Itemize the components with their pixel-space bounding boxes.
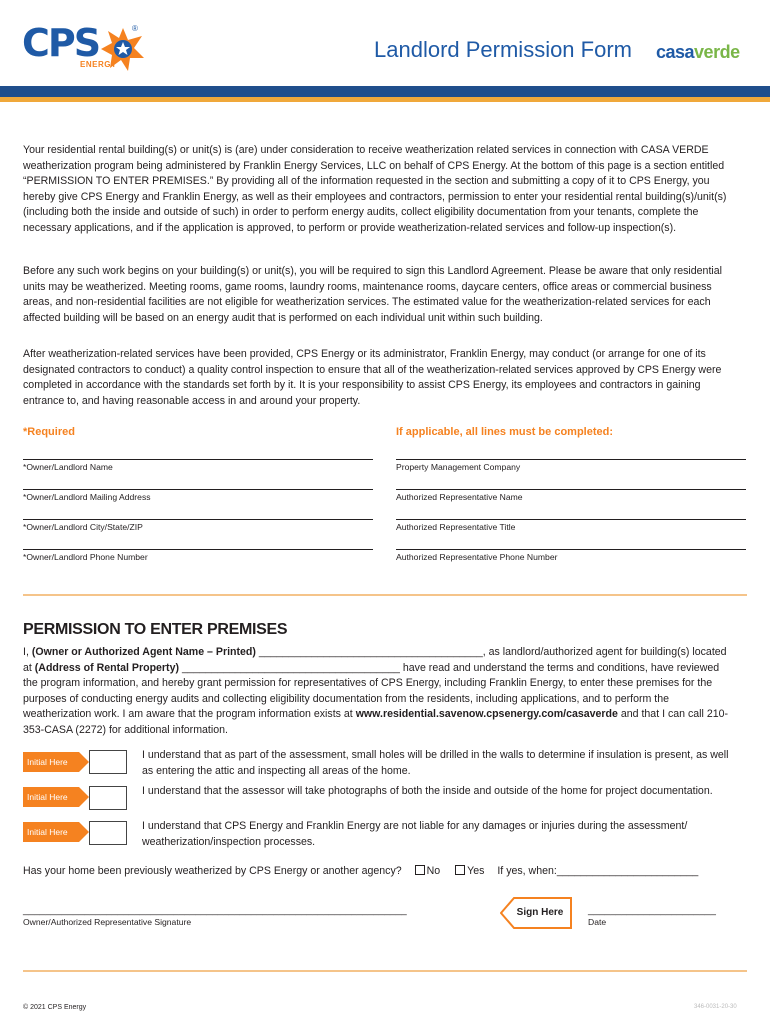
initial-here-tag-1: Initial Here (23, 752, 79, 772)
footer-divider (23, 970, 747, 972)
casaverde-logo (656, 42, 740, 63)
no-label: No (426, 865, 441, 877)
header-bar-blue (0, 86, 770, 97)
weatherized-question-row (23, 865, 698, 877)
permission-paragraph (23, 645, 735, 739)
sign-here-label: Sign Here (516, 907, 564, 918)
initial-statement-3: I understand that CPS Energy and Franklin Energy are not liable for any damages or injuries during the assessment/ weatherization/inspection processes. (142, 820, 688, 848)
pm-company-label: Property Management Company (396, 462, 521, 472)
date-line[interactable]: _______________________ (588, 905, 716, 916)
perm-text-2: ______________________________________, as landlord/authorized agent for building(s) located at (23, 646, 727, 674)
owner-phone-line[interactable] (23, 549, 373, 550)
initial-box-3[interactable] (89, 821, 127, 845)
cps-logo-energy: ENERGY (80, 60, 117, 69)
page-title: Landlord Permission Form (374, 37, 632, 62)
initial-statement-2: I understand that the assessor will take photographs of both the inside and outside of the home for project documentation. (142, 785, 713, 797)
yes-option[interactable] (455, 865, 484, 877)
verde-text: verde (694, 42, 740, 62)
rep-phone-line[interactable] (396, 549, 746, 550)
initial-here-tag-2: Initial Here (23, 787, 79, 807)
owner-address-line[interactable] (23, 489, 373, 490)
initial-statement-1: I understand that as part of the assessment, small holes will be drilled in the walls to determine if insulation is present, as well as entering the attic and inspecting all areas of the home. (142, 749, 729, 777)
perm-text-1: I, (23, 646, 32, 658)
perm-text-4: and that I can call 210-353-CASA (2272) for additional information. (23, 708, 729, 736)
rep-phone-label: Authorized Representative Phone Number (396, 552, 558, 562)
owner-address-label: *Owner/Landlord Mailing Address (23, 492, 151, 502)
header-bar-orange (0, 97, 770, 102)
intro-paragraph-1: Your residential rental building(s) or unit(s) is (are) under consideration to receive weatherization related services in connection with CASA VERDE weatherization program being administered by Franklin Energy Services, LLC on behalf of CPS Energy. At the bottom of this page is a section entitled “PERMISSION TO ENTER PREMISES.” By providing all of the information requested in the section and submitting a copy of it to CPS Energy, you hereby give CPS Energy and Franklin Energy, as well as their employees and contractors, permission to enter your residential rental building(s)/unit(s) (including both the inside and outside of such) in order to perform energy audits, collect eligibility documentation from your tenants, complete the necessary applications, and if the application is approved, to perform or provide weatherization-related services and follow-up inspection(s). (23, 144, 727, 234)
when-field[interactable]: If yes, when:________________________ (497, 865, 699, 877)
copyright: © 2021 CPS Energy (23, 1004, 87, 1011)
date-label: Date (588, 917, 607, 927)
address-label: (Address of Rental Property) (34, 661, 179, 674)
no-option[interactable] (415, 865, 441, 877)
registered-mark: ® (132, 24, 138, 33)
yes-checkbox[interactable] (455, 865, 465, 875)
initial-here-tag-3: Initial Here (23, 822, 79, 842)
initial-box-2[interactable] (89, 786, 127, 810)
initial-box-1[interactable] (89, 750, 127, 774)
owner-name-label: *Owner/Landlord Name (23, 462, 113, 472)
owner-city-line[interactable] (23, 519, 373, 520)
owner-name-line[interactable] (23, 459, 373, 460)
weatherized-question: Has your home been previously weatherized by CPS Energy or another agency? (23, 865, 402, 877)
cps-logo: CPS (22, 21, 100, 65)
rep-title-label: Authorized Representative Title (396, 522, 516, 532)
pm-company-line[interactable] (396, 459, 746, 460)
intro-paragraph-3: After weatherization-related services have been provided, CPS Energy or its administrator, Franklin Energy, may conduct (or arrange for one of its designated contractors to conduct) a quality control inspection to ensure that all of the weatherization-related services approved by CPS Energy were completed in accordance with the standards set forth by it. It is your responsibility to assist CPS Energy, its employees and contractors in gaining entrance to, and having reasonable access in and around your property. (23, 348, 722, 407)
applicable-note: If applicable, all lines must be completed: (396, 426, 613, 438)
owner-city-label: *Owner/Landlord City/State/ZIP (23, 522, 143, 532)
rep-title-line[interactable] (396, 519, 746, 520)
required-note: *Required (23, 426, 75, 438)
no-checkbox[interactable] (415, 865, 425, 875)
permission-heading: PERMISSION TO ENTER PREMISES (23, 621, 288, 638)
section-divider (23, 594, 747, 596)
signature-label: Owner/Authorized Representative Signature (23, 917, 192, 927)
signature-line[interactable]: _____________________________________________________________________ (23, 905, 407, 916)
form-number: 346-0031-20-30 (694, 1004, 737, 1010)
owner-phone-label: *Owner/Landlord Phone Number (23, 552, 148, 562)
rep-name-label: Authorized Representative Name (396, 492, 523, 502)
perm-text-3: _____________________________________ have read and understand the terms and conditions, have reviewed the program information, and hereby grant permission for representatives of CPS Energy, including Franklin Energy, to enter these premises for the purposes of conducting energy audits and collecting eligibility documentation from the residents, including applications, and to perform the weatherization work. I am aware that the program information exists at (23, 661, 720, 721)
yes-label: Yes (467, 865, 485, 877)
intro-paragraph-2: Before any such work begins on your building(s) or unit(s), you will be required to sign this Landlord Agreement. Please be aware that only residential units may be weatherized. Meeting rooms, game rooms, laundry rooms, maintenance rooms, daycare centers, office areas or commercial business areas, and non-residential facilities are not eligible for weatherization services. The estimated value for the weatherization-related services for each affected building will be based on an energy audit that is performed on each individual unit within such building. (23, 265, 722, 324)
rep-name-line[interactable] (396, 489, 746, 490)
agent-name-label: (Owner or Authorized Agent Name – Printed) (31, 646, 256, 658)
program-url[interactable]: www.residential.savenow.cpsenergy.com/casaverde (355, 708, 618, 721)
casa-text: casa (656, 42, 695, 62)
